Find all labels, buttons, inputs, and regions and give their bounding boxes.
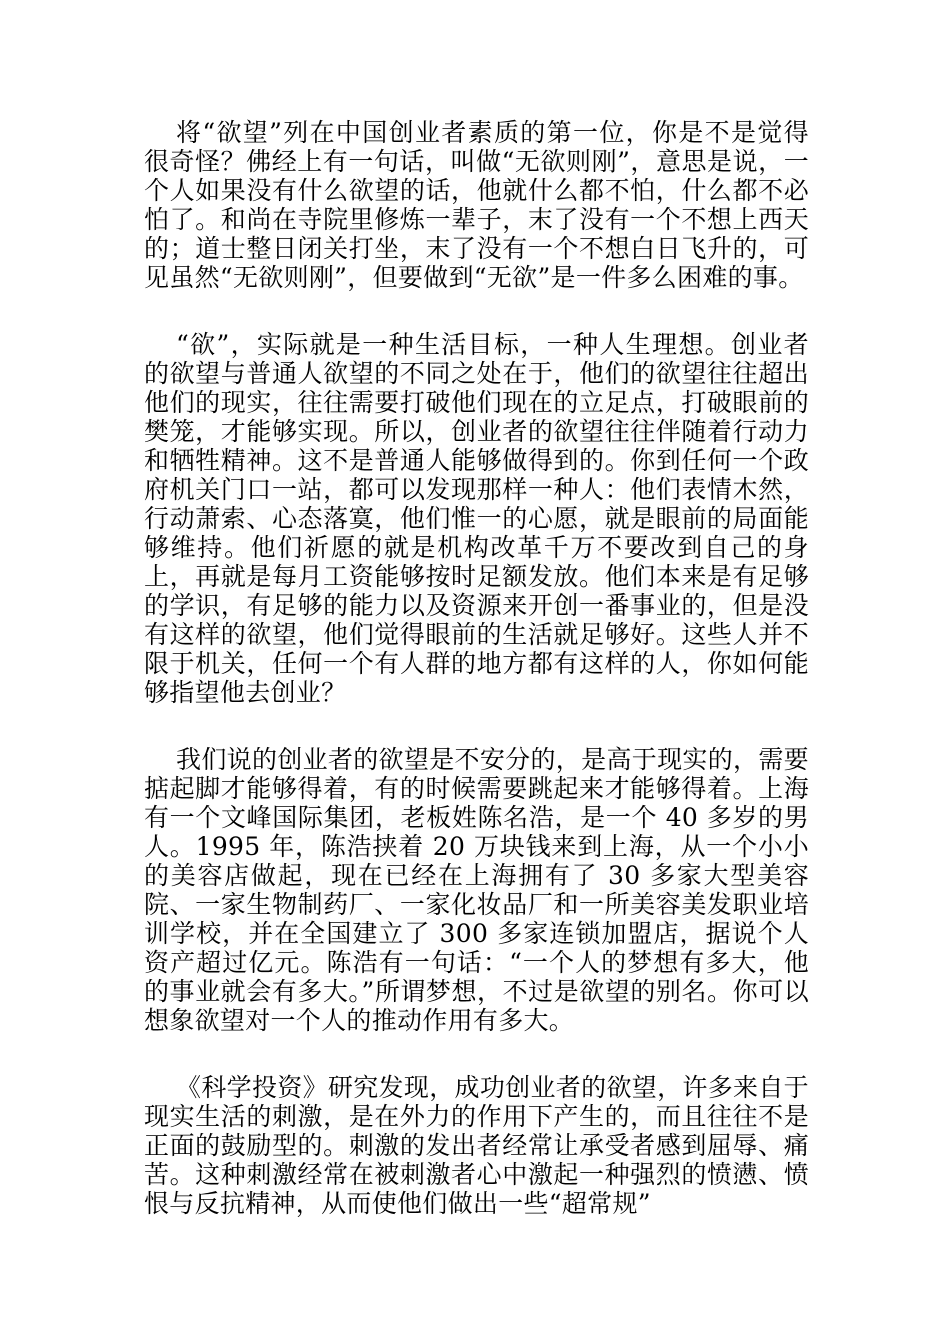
paragraph-3: 我们说的创业者的欲望是不安分的，是高于现实的，需要掂起脚才能够得着，有的时候需要跳起来才能够得着。上海有一个文峰国际集团，老板姓陈名浩，是一个 40 多岁的男人。1995 年，陈浩挟着 20 万块钱来到上海，从一个小小的美容店做起，现在已经在上海拥有了 30 多家大型美容院、一家生物制药厂、一家化妆品厂和一所美容美发职业培训学校，并在全国建立了 300 多家连锁加盟店，据说个人资产超过亿元。陈浩有一句话：“一个人的梦想有多大，他的事业就会有多大。”所谓梦想，不过是欲望的别名。你可以想象欲望对一个人的推动作用有多大。	[144, 745, 809, 1035]
paragraph-2: “欲”，实际就是一种生活目标，一种人生理想。创业者的欲望与普通人欲望的不同之处在于，他们的欲望往往超出他们的现实，往往需要打破他们现在的立足点，打破眼前的樊笼，才能够实现。所以，创业者的欲望往往伴随着行动力和牺牲精神。这不是普通人能够做得到的。你到任何一个政府机关门口一站，都可以发现那样一种人：他们表情木然，行动萧索、心态落寞，他们惟一的心愿，就是眼前的局面能够维持。他们祈愿的就是机构改革千万不要改到自己的身上，再就是每月工资能够按时足额发放。他们本来是有足够的学识，有足够的能力以及资源来开创一番事业的，但是没有这样的欲望，他们觉得眼前的生活就足够好。这些人并不限于机关，任何一个有人群的地方都有这样的人，你如何能够指望他去创业？	[144, 330, 809, 707]
paragraph-1: 将“欲望”列在中国创业者素质的第一位，你是不是觉得很奇怪？佛经上有一句话，叫做“无欲则刚”，意思是说，一个人如果没有什么欲望的话，他就什么都不怕，什么都不必怕了。和尚在寺院里修炼一辈子，末了没有一个不想上西天的；道士整日闭关打坐，末了没有一个不想白日飞升的，可见虽然“无欲则刚”，但要做到“无欲”是一件多么困难的事。	[144, 118, 809, 292]
document-body	[144, 118, 809, 1218]
paragraph-4: 《科学投资》研究发现，成功创业者的欲望，许多来自于现实生活的刺激，是在外力的作用下产生的，而且往往不是正面的鼓励型的。刺激的发出者经常让承受者感到屈辱、痛苦。这种刺激经常在被刺激者心中激起一种强烈的愤懑、愤恨与反抗精神，从而使他们做出一些“超常规”	[144, 1073, 809, 1218]
